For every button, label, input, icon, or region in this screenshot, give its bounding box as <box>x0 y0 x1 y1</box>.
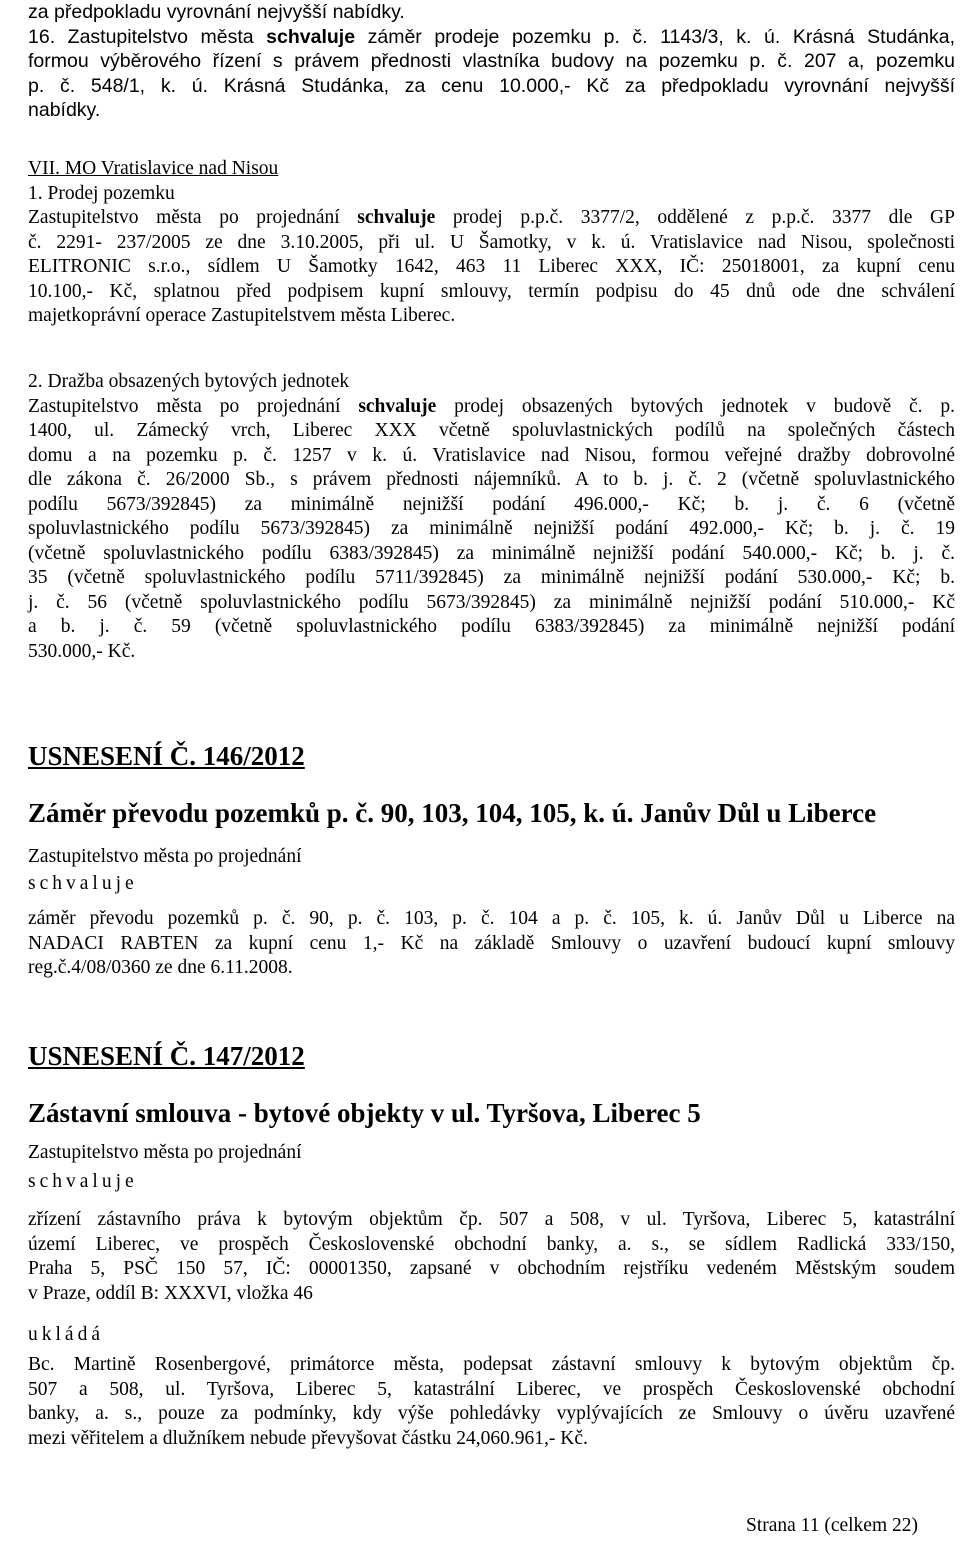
item2-text-a: Zastupitelstvo města po projednání <box>28 395 359 417</box>
item16-line1 <box>28 25 955 50</box>
item2-title: 2. Dražba obsazených bytových jednotek <box>28 371 350 392</box>
item16-line4: nabídky. <box>28 99 101 121</box>
item1-line4: 10.100,- Kč, splatnou před podpisem kupní smlouvy, termín podpisu do 45 dnů ode dne schválení <box>28 280 955 302</box>
resolution-147-verb: schvaluje <box>28 1170 138 1192</box>
resolution-146-intro: Zastupitelstvo města po projednání <box>28 846 302 867</box>
item1-line3: ELITRONIC s.r.o., sídlem U Šamotky 1642, 463 11 Liberec XXX, IČ: 25018001, za kupní cenu <box>28 256 955 277</box>
resolution-147-p1-line2: území Liberec, ve prospěch Československé obchodní banky, a. s., se sídlem Radlická 333/150, <box>28 1233 955 1255</box>
top-section <box>28 0 955 123</box>
resolution-147-body <box>28 1141 955 1194</box>
item16-text-a: 16. Zastupitelstvo města <box>28 25 267 48</box>
resolution-147-paragraph1 <box>28 1208 955 1306</box>
item2-line3: domu a na pozemku p. č. 1257 v k. ú. Vratislavice nad Nisou, formou veřejné dražby dobrovolné <box>28 444 955 466</box>
item16-text-c: záměr prodeje pozemku p. č. 1143/3, k. ú. Krásná Studánka, <box>355 25 955 48</box>
resolution-147-p2-line2: 507 a 508, ul. Tyršova, Liberec 5, katastrální Liberec, ve prospěch Československé obchodní <box>28 1378 955 1400</box>
item16-line2: formou výběrového řízení s právem přednosti vlastníka budovy na pozemku p. č. 207 a, pozemku <box>28 50 955 72</box>
section-vii <box>28 157 955 329</box>
item2-line5: podílu 5673/392845) za minimálně nejnižší podání 496.000,- Kč; b. j. č. 6 (včetně <box>28 493 955 515</box>
item2-line1 <box>28 395 955 420</box>
resolution-147-p2-line3: banky, a. s., pouze za podmínky, kdy výše pohledávky vyplývajících ze Smlouvy o úvěru uzavřené <box>28 1403 955 1424</box>
resolution-146-number: USNESENÍ Č. 146/2012 <box>28 741 305 771</box>
item2-line2: 1400, ul. Zámecký vrch, Liberec XXX včetně spoluvlastnických podílů na společných částech <box>28 420 955 441</box>
resolution-147-intro: Zastupitelstvo města po projednání <box>28 1142 302 1163</box>
page-footer: Strana 11 (celkem 22) <box>745 1515 918 1536</box>
item2-line10: a b. j. č. 59 (včetně spoluvlastnického podílu 6383/392845) za minimálně nejnižší podání <box>28 616 955 637</box>
item1-text-c: prodej p.p.č. 3377/2, oddělené z p.p.č. 3377 dle GP <box>435 207 955 228</box>
item2-line11: 530.000,- Kč. <box>28 640 136 662</box>
resolution-147-p2-line4: mezi věřitelem a dlužníkem nebude převyšovat částku 24,060.961,- Kč. <box>28 1427 588 1449</box>
item1-text-a: Zastupitelstvo města po projednání <box>28 207 358 228</box>
item1-line1 <box>28 206 955 231</box>
item2-line9: j. č. 56 (včetně spoluvlastnického podílu 5673/392845) za minimálně nejnižší podání 510.000,- Kč <box>28 591 955 613</box>
item1-line5: majetkoprávní operace Zastupitelstvem města Liberec. <box>28 305 456 326</box>
resolution-146-verb: schvaluje <box>28 872 138 894</box>
resolution-146-line1: záměr převodu pozemků p. č. 90, p. č. 103, p. č. 104 a p. č. 105, k. ú. Janův Důl u Liberce na <box>28 908 955 929</box>
resolution-147-p1-line1: zřízení zástavního práva k bytovým objektům čp. 507 a 508, v ul. Tyršova, Liberec 5, katastrální <box>28 1209 955 1230</box>
item1-verb: schvaluje <box>357 207 436 228</box>
prev-item-tail: za předpokladu vyrovnání nejvyšší nabídky. <box>28 1 405 23</box>
resolution-147-p1-line3: Praha 5, PSČ 150 57, IČ: 00001350, zapsané v obchodním rejstříku vedeném Městským soudem <box>28 1258 955 1279</box>
item2-line7: (včetně spoluvlastnického podílu 6383/392845) za minimálně nejnižší podání 540.000,- Kč; b. j. č. <box>28 542 955 564</box>
resolution-147-p1-line4: v Praze, oddíl B: XXXVI, vložka 46 <box>28 1282 313 1304</box>
section-vii-item2 <box>28 370 955 664</box>
item2-line8: 35 (včetně spoluvlastnického podílu 5711/392845) za minimálně nejnižší podání 530.000,- Kč; b. <box>28 567 955 588</box>
item1-line2: č. 2291- 237/2005 ze dne 3.10.2005, při ul. U Šamotky, v k. ú. Vratislavice nad Nisou, společnosti <box>28 231 955 253</box>
item2-line4: dle zákona č. 26/2000 Sb., s právem přednosti nájemníků. A to b. j. č. 2 (včetně spoluvlastnického <box>28 469 955 490</box>
item16-verb: schvaluje <box>266 25 356 48</box>
resolution-146-line2: NADACI RABTEN za kupní cenu 1,- Kč na základě Smlouvy o uzavření budoucí kupní smlouvy <box>28 932 955 954</box>
section-vii-heading: VII. MO Vratislavice nad Nisou <box>28 158 279 179</box>
item16-line3: p. č. 548/1, k. ú. Krásná Studánka, za cenu 10.000,- Kč za předpokladu vyrovnání nejvyšší <box>28 74 955 97</box>
item2-text-c: prodej obsazených bytových jednotek v budově č. p. <box>436 395 955 417</box>
resolution-146-text <box>28 907 955 981</box>
resolution-146-body <box>28 845 955 896</box>
item2-line6: spoluvlastnického podílu 5673/392845) za minimálně nejnižší podání 492.000,- Kč; b. j. č. 19 <box>28 518 955 539</box>
resolution-147-p2-line1: Bc. Martině Rosenbergové, primátorce města, podepsat zástavní smlouvy k bytovým objektům čp. <box>28 1354 955 1375</box>
resolution-146-line3: reg.č.4/08/0360 ze dne 6.11.2008. <box>28 957 293 978</box>
resolution-146-title: Záměr převodu pozemků p. č. 90, 103, 104, 105, k. ú. Janův Důl u Liberce <box>28 798 877 828</box>
item1-title: 1. Prodej pozemku <box>28 182 175 204</box>
resolution-147-title: Zástavní smlouva - bytové objekty v ul. Tyršova, Liberec 5 <box>28 1098 701 1128</box>
item2-verb: schvaluje <box>358 395 437 417</box>
resolution-147-verb2: ukládá <box>28 1324 104 1345</box>
resolution-147-number: USNESENÍ Č. 147/2012 <box>28 1041 305 1071</box>
resolution-147-paragraph2 <box>28 1353 955 1451</box>
